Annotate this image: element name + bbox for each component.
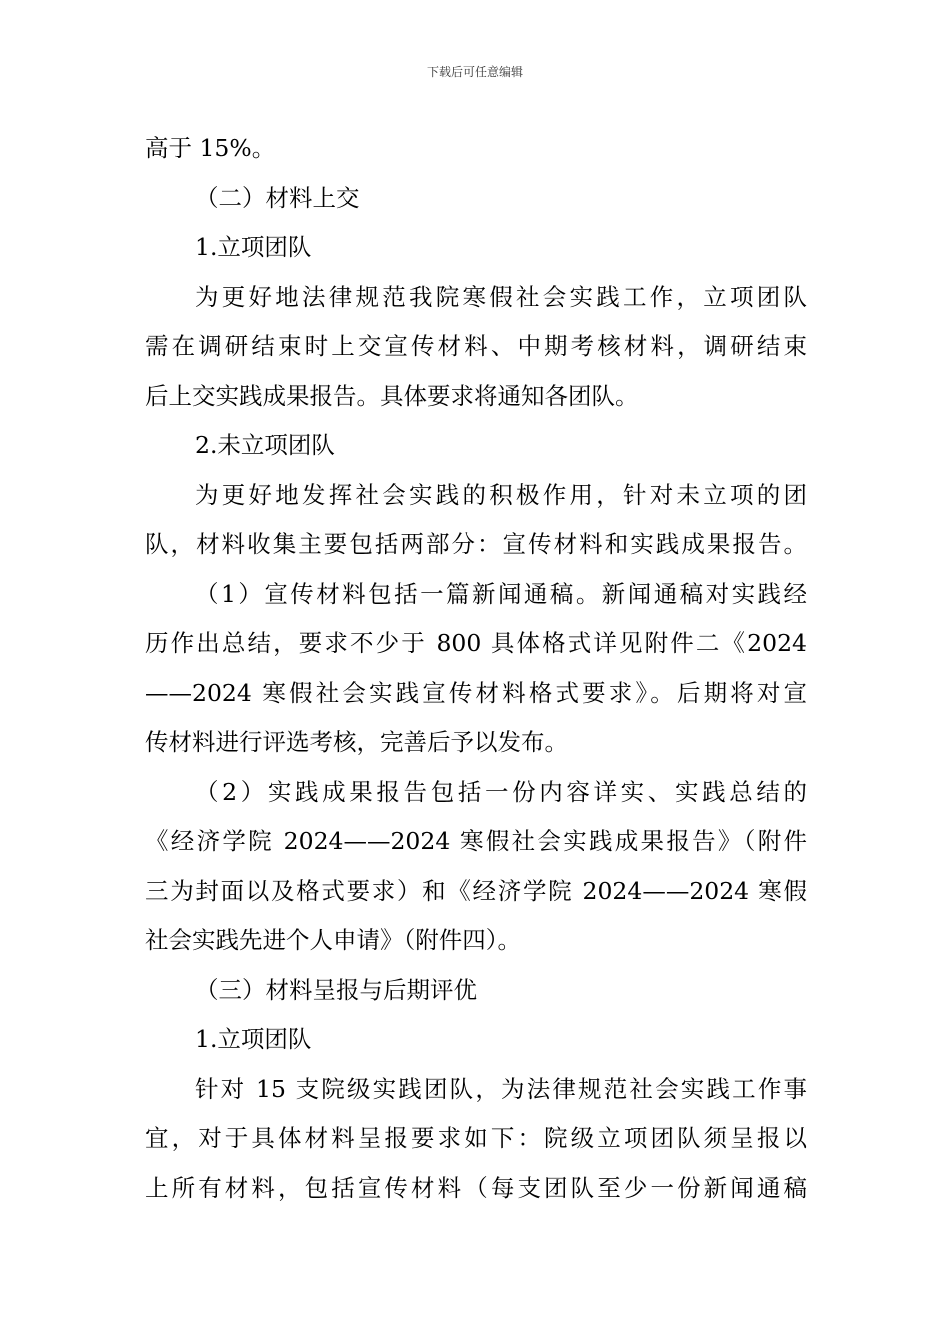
section-heading: （二）材料上交 — [195, 183, 360, 212]
document-body — [145, 124, 807, 1213]
subsection-heading: 1.立项团队 — [195, 233, 312, 261]
paragraph-line: ——2024 寒假社会实践宣传材料格式要求》。后期将对宣 — [145, 678, 807, 707]
paragraph-line: 三为封面以及格式要求）和《经济学院 2024——2024 寒假 — [145, 876, 807, 905]
paragraph-line: 社会实践先进个人申请》（附件四）。 — [145, 926, 521, 954]
paragraph-line: 传材料进行评选考核，完善后予以发布。 — [145, 728, 568, 756]
paragraph-line: 为更好地发挥社会实践的积极作用，针对未立项的团 — [195, 480, 807, 509]
paragraph-line: （1）宣传材料包括一篇新闻通稿。新闻通稿对实践经 — [195, 579, 807, 608]
section-heading: （三）材料呈报与后期评优 — [195, 975, 477, 1004]
paragraph-line: 高于 15%。 — [145, 134, 276, 162]
paragraph-line: 后上交实践成果报告。具体要求将通知各团队。 — [145, 381, 639, 410]
subsection-heading: 1.立项团队 — [195, 1025, 312, 1053]
subsection-heading: 2.未立项团队 — [195, 431, 335, 459]
paragraph-line: 队，材料收集主要包括两部分：宣传材料和实践成果报告。 — [145, 530, 807, 558]
paragraph-line: 宜，对于具体材料呈报要求如下：院级立项团队须呈报以 — [145, 1124, 807, 1152]
paragraph-line: 针对 15 支院级实践团队，为法律规范社会实践工作事 — [195, 1074, 807, 1103]
page-header: 下载后可任意编辑 — [426, 65, 523, 79]
paragraph-line: （2）实践成果报告包括一份内容详实、实践总结的 — [195, 777, 807, 806]
paragraph-line: 上所有材料，包括宣传材料（每支团队至少一份新闻通稿 — [145, 1173, 807, 1202]
paragraph-line: 历作出总结，要求不少于 800 具体格式详见附件二《2024 — [145, 629, 807, 657]
paragraph-line: 为更好地法律规范我院寒假社会实践工作，立项团队 — [195, 282, 807, 311]
paragraph-line: 《经济学院 2024——2024 寒假社会实践成果报告》（附件 — [145, 827, 807, 855]
paragraph-line: 需在调研结束时上交宣传材料、中期考核材料，调研结束 — [145, 332, 807, 360]
